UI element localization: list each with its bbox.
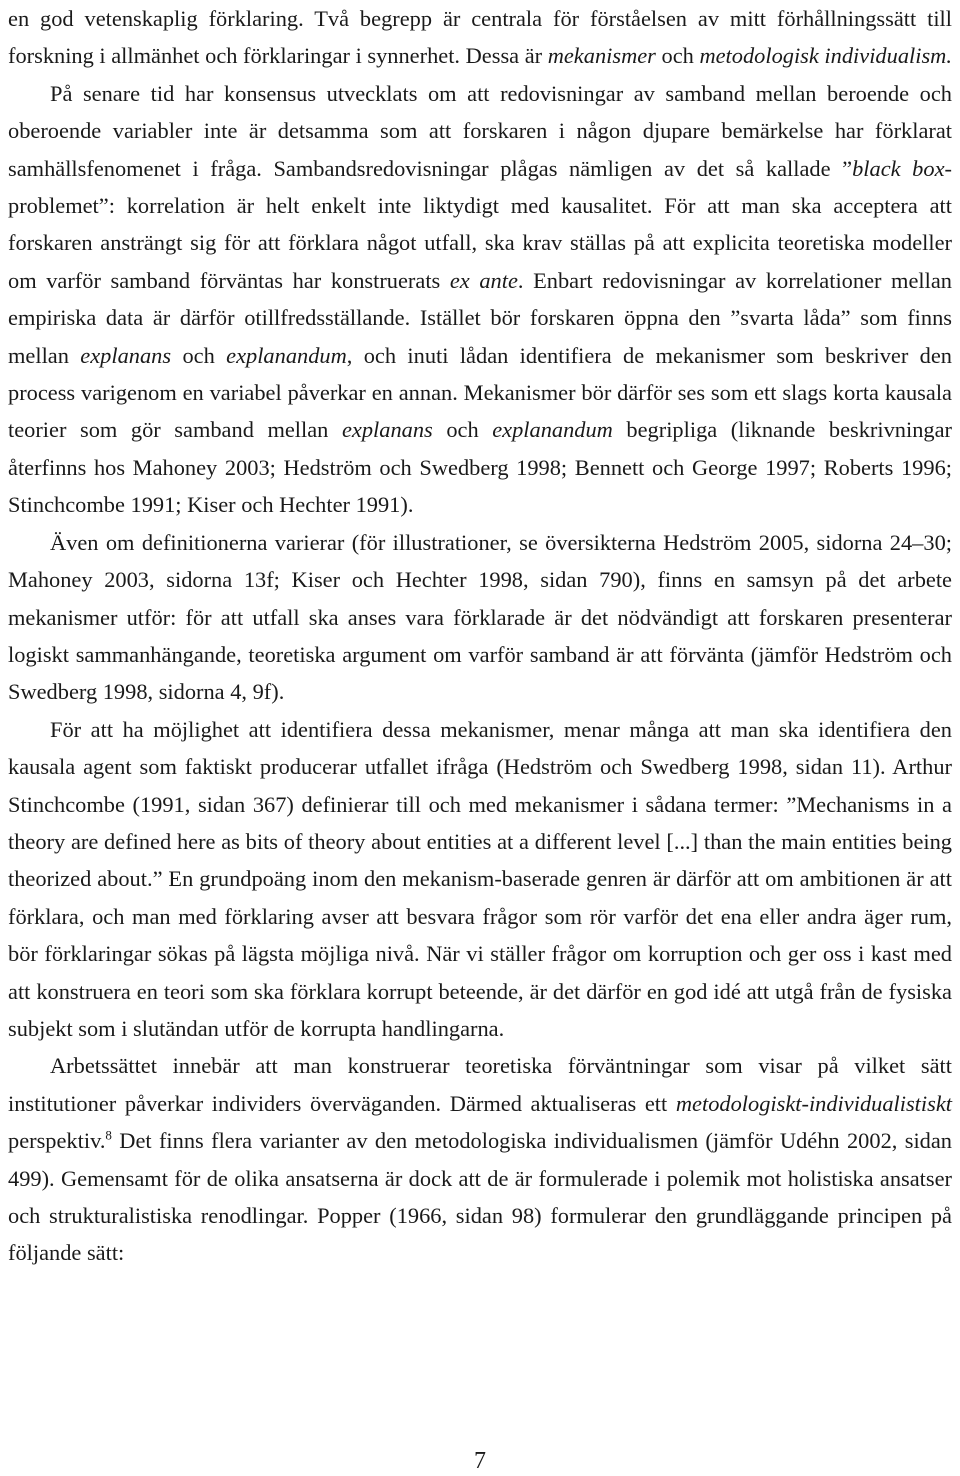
italic-term: mekanismer	[547, 43, 656, 69]
body-text	[8, 0, 952, 1272]
text-run: Det finns flera varianter av den metodologiska individualismen (jämför Udéhn 2002, sidan 499). Gemensamt för de olika ansatserna är dock att de är formulerade i polemik mot holistiska ansatser och strukturalistiska renodlingar. Popper (1966, sidan 98) formulerar den grundläggande principen på följande sätt:	[8, 1128, 952, 1266]
paragraph-2	[8, 75, 952, 524]
italic-term: metodologiskt-individualistiskt	[675, 1090, 952, 1116]
paragraph-3	[8, 524, 952, 711]
text-run: och	[432, 417, 493, 443]
italic-term: explanandum	[226, 342, 347, 368]
italic-term: explanandum	[492, 417, 613, 443]
paragraph-1	[8, 0, 952, 75]
footnote-marker: 8	[105, 1127, 112, 1143]
text-run: perspektiv.	[8, 1128, 106, 1154]
text-run: , och inuti lådan identifiera de mekanismer som beskriver den process varigenom en variabel påverkar en annan. Mekanismer bör därför ses som ett slags korta kausala teorier som gör samband mellan	[8, 342, 952, 443]
italic-term: explanans	[341, 417, 433, 443]
italic-term: black box	[852, 155, 945, 181]
text-run: och	[655, 43, 700, 69]
text-run: Även om definitionerna varierar (för illustrationer, se översikterna Hedström 2005, sidorna 24–30; Mahoney 2003, sidorna 13f; Kiser och Hechter 1998, sidan 790), finns en samsyn på det arbete mekanismer utför: för att utfall ska anses vara förklarade är det nödvändigt att forskaren presenterar logiskt sammanhängande, teoretiska argument om varför samband är att förvänta (jämför Hedström och Swedberg 1998, sidorna 4, 9f).	[8, 529, 952, 705]
text-run: Arbetssättet innebär att man konstruerar teoretiska förväntningar som visar på vilket sätt institutioner påverkar individers överväganden. Därmed aktualiseras ett	[8, 1053, 952, 1116]
text-run: begripliga (liknande beskrivningar återfinns hos Mahoney 2003; Hedström och Swedberg 1998; Bennett och George 1997; Roberts 1996; Stinchcombe 1991; Kiser och Hechter 1991).	[8, 417, 953, 518]
text-run: en god vetenskaplig förklaring. Två begrepp är centrala för förståelsen av mitt förhållningssätt till forskning i allmänhet och förklaringar i synnerhet. Dessa är	[8, 6, 952, 69]
paragraph-4	[8, 711, 952, 1048]
text-run: På senare tid har konsensus utvecklats om att redovisningar av samband mellan beroende och oberoende variabler inte är detsamma som att forskaren i någon djupare bemärkelse har förklarat samhällsfenomenet i fråga. Sambandsredovisningar plågas nämligen av det så kallade ”	[8, 80, 952, 181]
text-run: För att ha möjlighet att identifiera dessa mekanismer, menar många att man ska identifiera den kausala agent som faktiskt producerar utfallet ifråga (Hedström och Swedberg 1998, sidan 11). Arthur Stinchcombe (1991, sidan 367) definierar till och med mekanismer i sådana termer: ”Mechanisms in a theory are defined here as bits of theory about entities at a different level [...] than the main entities being theorized about.” En grundpoäng inom den mekanism-baserade genren är därför att om ambitionen är att förklara, och man med förklaring avser att besvara frågor som rör varför det ena eller andra äger rum, bör förklaringar sökas på lägsta möjliga nivå. När vi ställer frågor om korruption och ger oss i kast med att konstruera en teori som ska förklara korrupt beteende, är det därför en god idé att utgå från de fysiska subjekt som i slutändan utför de korrupta handlingarna.	[8, 716, 952, 1041]
text-run: -problemet”: korrelation är helt enkelt inte liktydigt med kausalitet. För att man ska acceptera att forskaren ansträngt sig för att förklara något utfall, ska krav ställas på att explicita teoretiska modeller om varför samband förväntas har konstruerats	[8, 155, 952, 293]
italic-term: metodologisk individualism.	[699, 43, 952, 69]
italic-term: ex ante	[449, 267, 518, 293]
page-number: 7	[474, 1448, 486, 1474]
paragraph-5	[8, 1047, 952, 1271]
text-run: . Enbart redovisningar av korrelationer mellan empiriska data är därför otillfredsställande. Istället bör forskaren öppna den ”svarta låda” som finns mellan	[8, 267, 952, 368]
text-run: och	[171, 342, 227, 368]
italic-term: explanans	[80, 342, 172, 368]
